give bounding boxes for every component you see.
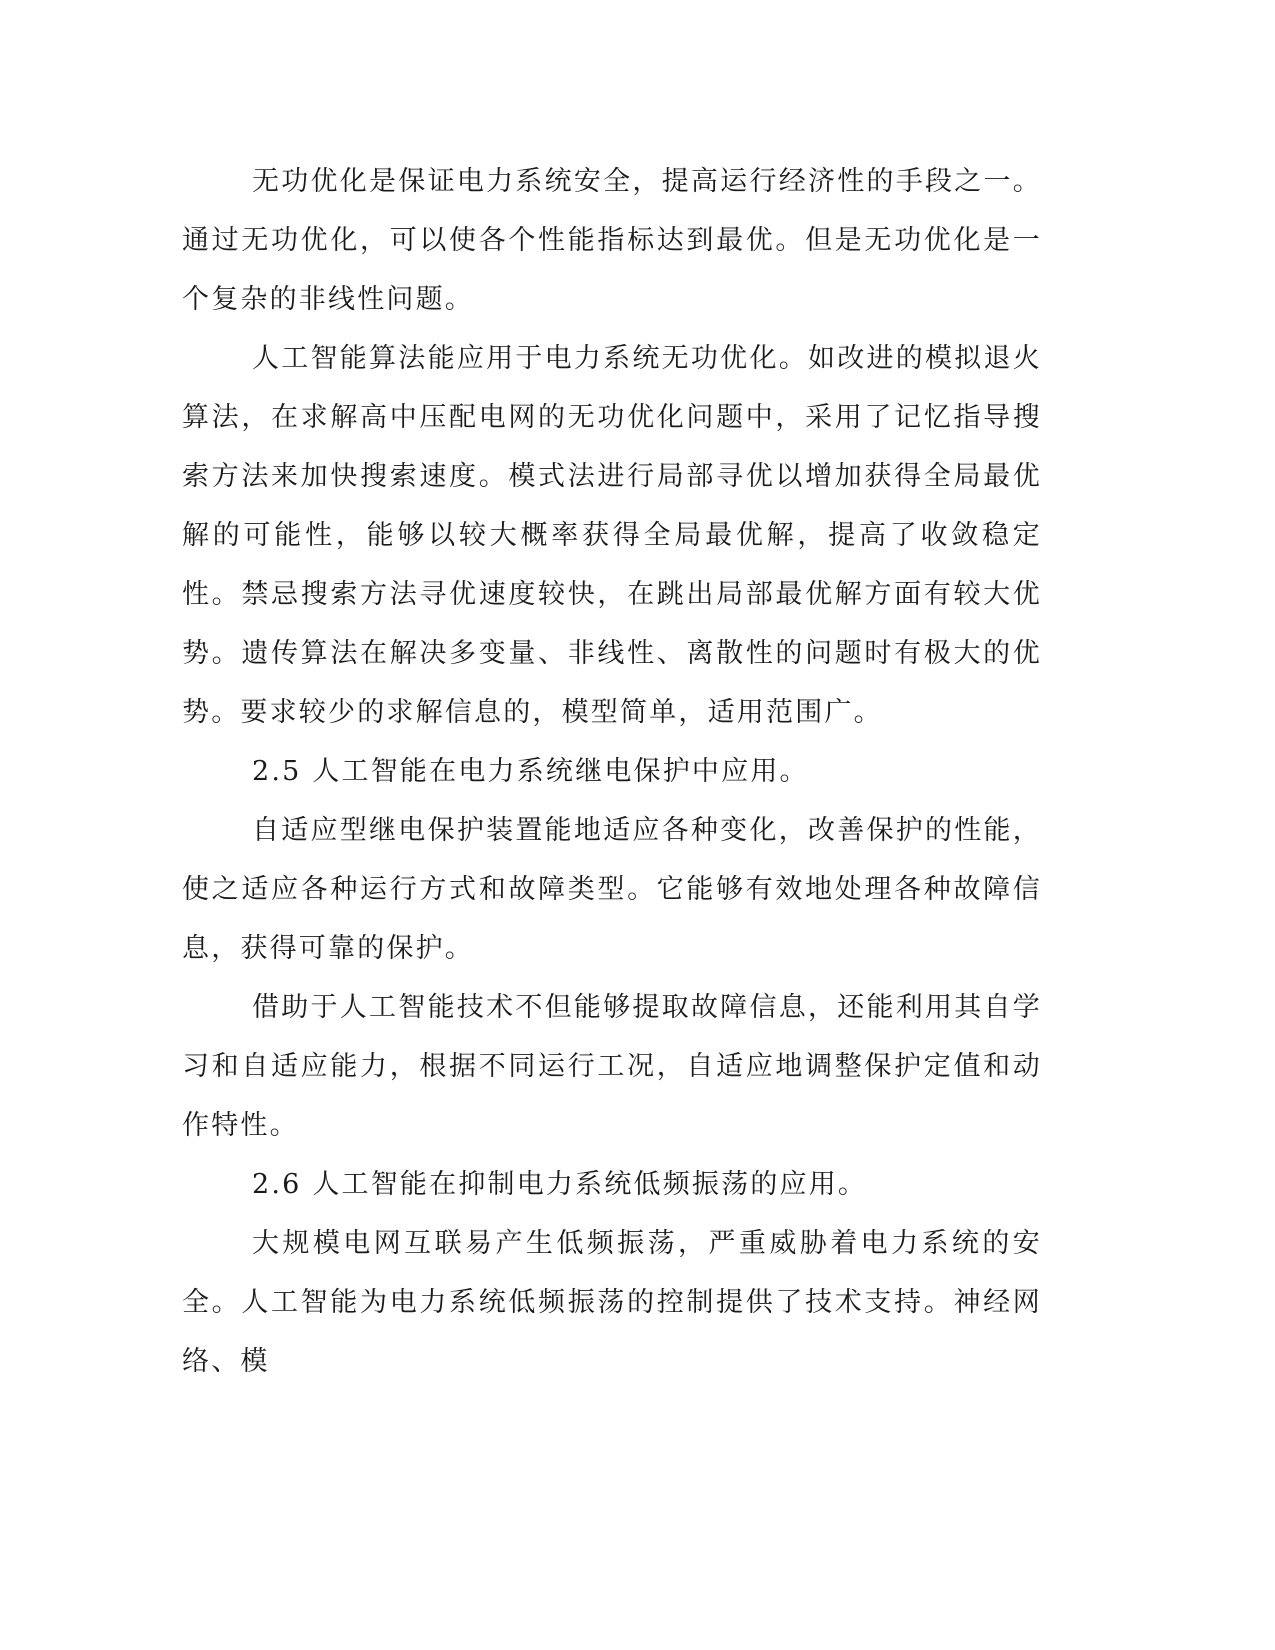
document-body	[182, 152, 1042, 1391]
paragraph-adaptive-relay: 自适应型继电保护装置能地适应各种变化，改善保护的性能，使之适应各种运行方式和故障类型。它能够有效地处理各种故障信息，获得可靠的保护。	[182, 815, 1042, 964]
section-heading-2-5: 2.5 人工智能在电力系统继电保护中应用。	[252, 756, 809, 787]
section-heading-2-6: 2.6 人工智能在抑制电力系统低频振荡的应用。	[252, 1169, 868, 1200]
paragraph-reactive-power-optimization: 无功优化是保证电力系统安全，提高运行经济性的手段之一。通过无功优化，可以使各个性能指标达到最优。但是无功优化是一个复杂的非线性问题。	[182, 166, 1042, 315]
paragraph-ai-algorithms: 人工智能算法能应用于电力系统无功优化。如改进的模拟退火算法，在求解高中压配电网的无功优化问题中，采用了记忆指导搜索方法来加快搜索速度。模式法进行局部寻优以增加获得全局最优解的可能性，能够以较大概率获得全局最优解，提高了收敛稳定性。禁忌搜索方法寻优速度较快，在跳出局部最优解方面有较大优势。遗传算法在解决多变量、非线性、离散性的问题时有极大的优势。要求较少的求解信息的，模型简单，适用范围广。	[182, 343, 1042, 728]
paragraph-low-frequency-oscillation: 大规模电网互联易产生低频振荡，严重威胁着电力系统的安全。人工智能为电力系统低频振荡的控制提供了技术支持。神经网络、模	[182, 1228, 1042, 1377]
paragraph-ai-fault-info: 借助于人工智能技术不但能够提取故障信息，还能利用其自学习和自适应能力，根据不同运行工况，自适应地调整保护定值和动作特性。	[182, 992, 1042, 1141]
